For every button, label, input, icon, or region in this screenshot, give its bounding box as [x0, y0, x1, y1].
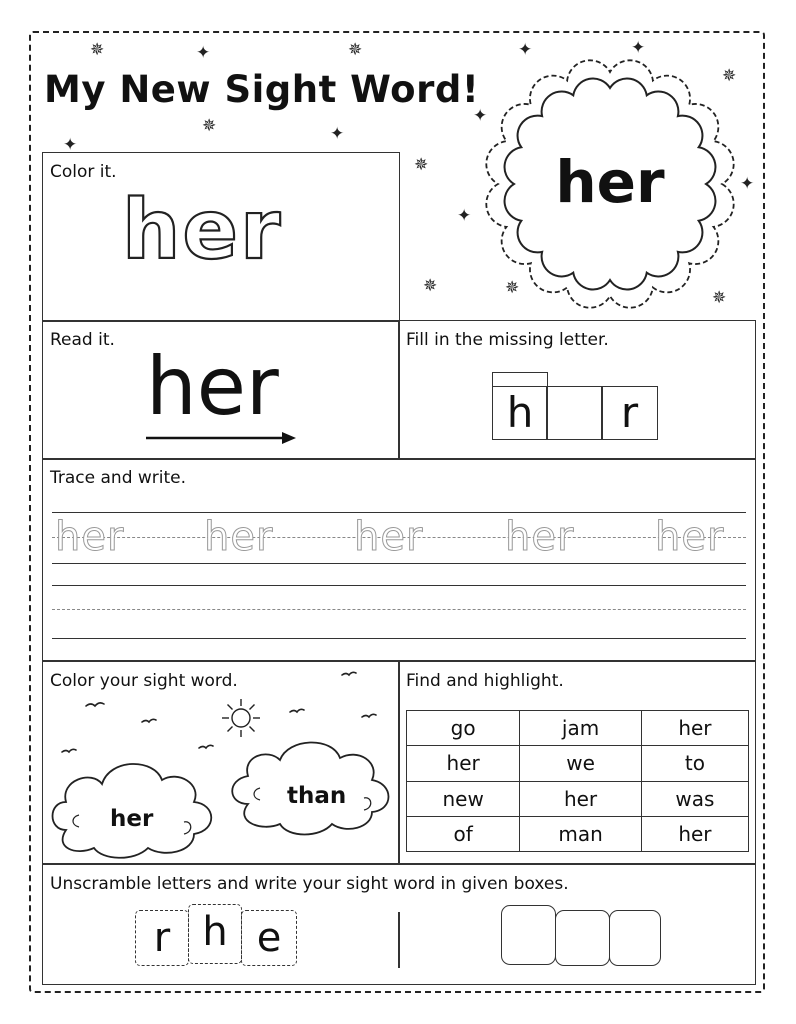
grid-cell[interactable]: her — [641, 816, 748, 851]
badge-word: her — [555, 148, 665, 216]
grid-cell[interactable]: man — [520, 816, 642, 851]
table-row — [407, 816, 749, 851]
sparkle-star-icon: ✵ — [423, 276, 438, 296]
grid-cell[interactable]: her — [641, 711, 748, 746]
grid-cell[interactable]: go — [407, 711, 520, 746]
scramble-letter: r — [135, 910, 189, 966]
grid-cell[interactable]: new — [407, 781, 520, 816]
sparkle-star-icon: ✵ — [414, 155, 429, 175]
sparkle-star-icon: ✵ — [712, 288, 727, 308]
trace-word[interactable]: her — [655, 514, 725, 560]
missing-letter-box[interactable] — [546, 386, 603, 440]
grid-cell[interactable]: to — [641, 746, 748, 781]
trace-write-label: Trace and write. — [50, 468, 187, 488]
sparkle-star-icon: ✵ — [722, 66, 737, 86]
write-mid-line — [52, 609, 746, 610]
sparkle-star-icon: ✵ — [90, 40, 105, 60]
sparkle-star-icon: ✦ — [330, 124, 345, 144]
trace-word[interactable]: her — [505, 514, 575, 560]
sun-icon — [222, 699, 260, 737]
grid-cell[interactable]: her — [520, 781, 642, 816]
table-row — [407, 781, 749, 816]
answer-box-3[interactable] — [609, 910, 661, 966]
sparkle-star-icon: ✵ — [505, 278, 520, 298]
answer-box-2[interactable] — [555, 910, 610, 966]
color-it-label: Color it. — [50, 162, 117, 182]
divider — [398, 912, 400, 968]
sparkle-star-icon: ✦ — [740, 174, 755, 194]
color-sight-word-label: Color your sight word. — [50, 671, 238, 691]
trace-word[interactable]: her — [354, 514, 424, 560]
fill-missing-label: Fill in the missing letter. — [406, 330, 609, 350]
table-row — [407, 711, 749, 746]
grid-cell[interactable]: of — [407, 816, 520, 851]
find-highlight-label: Find and highlight. — [406, 671, 564, 691]
sparkle-star-icon: ✦ — [63, 135, 78, 155]
sparkle-star-icon: ✵ — [202, 116, 217, 136]
grid-cell[interactable]: jam — [520, 711, 642, 746]
sparkle-star-icon: ✦ — [196, 43, 211, 63]
cloud-word-1[interactable]: her — [110, 806, 154, 832]
sparkle-star-icon: ✦ — [631, 38, 646, 58]
bird-icon — [62, 672, 376, 752]
trace-top-line — [52, 512, 746, 513]
read-it-label: Read it. — [50, 330, 115, 350]
outline-word[interactable]: her — [122, 183, 283, 278]
scramble-letter: h — [188, 904, 242, 964]
write-top-line[interactable] — [52, 585, 746, 586]
sparkle-star-icon: ✦ — [457, 206, 472, 226]
scramble-letter: e — [241, 910, 297, 966]
cloud-word-2[interactable]: than — [287, 783, 347, 809]
letter-box-3: r — [601, 386, 658, 440]
grid-cell[interactable]: we — [520, 746, 642, 781]
sparkle-star-icon: ✦ — [473, 106, 488, 126]
page-title: My New Sight Word! — [44, 68, 480, 111]
sparkle-star-icon: ✦ — [518, 40, 533, 60]
arrow-right-icon — [144, 430, 298, 446]
word-grid — [406, 710, 749, 852]
trace-word[interactable]: her — [55, 514, 125, 560]
letter-box-tab — [492, 372, 548, 388]
grid-cell[interactable]: her — [407, 746, 520, 781]
unscramble-label: Unscramble letters and write your sight word in given boxes. — [50, 874, 569, 894]
letter-box-1: h — [492, 386, 548, 440]
sparkle-star-icon: ✵ — [348, 40, 363, 60]
answer-box-1[interactable] — [501, 905, 556, 965]
trace-word[interactable]: her — [204, 514, 274, 560]
trace-write-box — [42, 458, 756, 662]
table-row — [407, 746, 749, 781]
grid-cell[interactable]: was — [641, 781, 748, 816]
read-word: her — [146, 340, 279, 433]
write-base-line[interactable] — [52, 638, 746, 639]
trace-base-line — [52, 563, 746, 564]
sky-scene — [44, 662, 398, 863]
